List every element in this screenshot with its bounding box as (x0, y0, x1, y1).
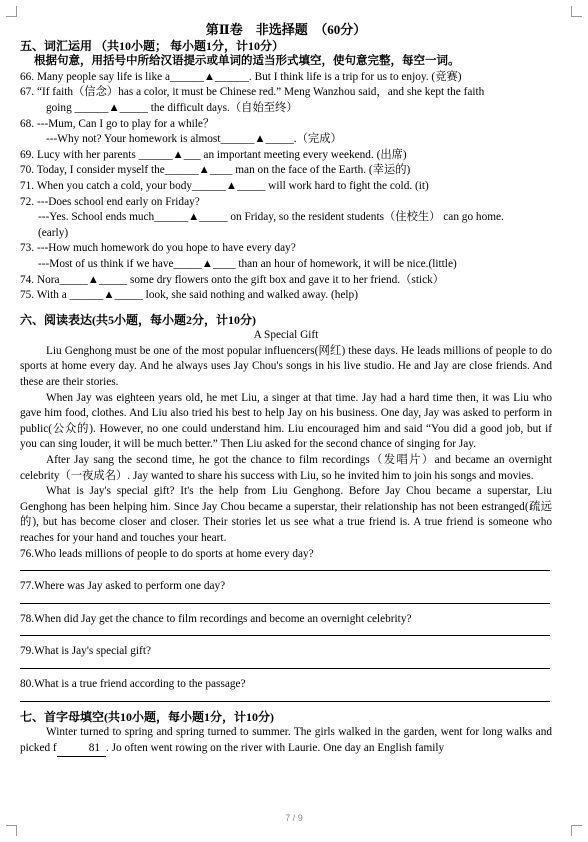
question-73-reply: ---Most of us think if we have_____▲____ than an hour of homework, it will be nice.(little) (38, 257, 457, 270)
question-72-hint: (early) (38, 226, 69, 239)
answer-line-79[interactable] (20, 660, 550, 669)
question-73: 73. ---How much homework do you hope to have every day? (20, 242, 296, 255)
question-70: 70. Today, I consider myself the______▲____ man on the face of the Earth. (幸运的) (20, 164, 411, 177)
passage-paragraph-2: When Jay was eighteen years old, he met Liu, a singer at that time. Jay had a hard time then, it was Liu who gave him food, clothes. And Liu also tried his best to help Jay on his business. One day, Jay was asked to perform in public(公众的). However, no one could understand him. Liu encouraged him and said “You did a good job, but if you can sing louder, it will be much better.” Then Liu asked for the second chance of singing for Jay. (20, 391, 552, 451)
question-68: 68. ---Mum, Can I go to play for a while？ (20, 117, 215, 130)
answer-line-80[interactable] (20, 693, 550, 702)
question-76: 76.Who leads millions of people to do sports at home every day? (20, 547, 314, 560)
question-75: 75. With a ______▲_____ look, she said nothing and walked away. (help) (20, 289, 358, 302)
crop-mark (571, 6, 582, 17)
question-71: 71. When you catch a cold, your body______▲_____ will work hard to fight the cold. (it) (20, 179, 429, 192)
crop-mark (6, 825, 17, 836)
section6-heading: 六、阅读表达(共5小题，每小题2分，计10分) (20, 312, 256, 327)
section2-title: 第Ⅱ卷 非选择题 （60分） (205, 22, 367, 37)
section5-instruction: 根据句意，用括号中所给汉语提示或单词的适当形式填空，使句意完整，每空一词。 (34, 55, 460, 68)
crop-mark (571, 825, 582, 836)
passage-paragraph-4: What is Jay's special gift? It's the help from Liu Genghong. Before Jay Chou became a superstar, Liu Genghong has been helping him. Since Jay Chou became a superstar, their relationship has not been estranged(疏远的), but has become closer and closer. Their stories let us see what a true friend is. A true friend is someone who reaches for your hand and touches your heart. (20, 485, 552, 544)
question-72: 72. ---Does school end early on Friday? (20, 195, 200, 208)
section7-heading: 七、首字母填空(共10小题，每小题1分，计10分) (20, 709, 274, 724)
cloze-paragraph-1 (20, 725, 552, 757)
answer-line-77[interactable] (20, 595, 550, 604)
passage-title: A Special Gift (253, 329, 319, 342)
question-74: 74. Nora_____▲_____ some dry flowers onto the gift box and gave it to her friend.（stick） (20, 273, 445, 286)
question-68-reply: ---Why not? Your homework is almost______▲_____.（完成） (46, 133, 342, 146)
cloze-text-b: . Jo often went rowing on the river with Laurie. One day an English family (106, 741, 445, 754)
answer-line-76[interactable] (20, 562, 550, 571)
page-number: 7 / 9 (285, 813, 303, 823)
section5-heading: 五、词汇运用 （共10小题； 每小题1分，计10分） (20, 38, 285, 53)
question-72-reply: ---Yes. School ends much______▲_____ on Friday, so the resident students（住校生） can go home. (38, 211, 504, 224)
question-79: 79.What is Jay's special gift? (20, 645, 151, 658)
crop-mark (6, 6, 17, 17)
passage-paragraph-3: After Jay sang the second time, he got the chance to film recordings（发唱片）and became an overnight celebrity（一夜成名）. Jay wanted to share his success with Liu, so he invited him to join his songs and movies. (20, 454, 552, 482)
question-77: 77.Where was Jay asked to perform one day? (20, 580, 226, 593)
question-67-cont: going ______▲_____ the difficult days.（自始至终） (46, 101, 298, 114)
question-69: 69. Lucy with her parents ______▲___ an important meeting every weekend. (出席) (20, 148, 407, 161)
question-66: 66. Many people say life is like a______▲______. But I think life is a trip for us to enjoy. (竞赛) (20, 70, 462, 83)
blank-81[interactable]: 81 (57, 741, 106, 758)
question-67: 67. “If faith（信念）has a color, it must be Chinese red.” Meng Wanzhou said，and she kept the faith (20, 86, 485, 99)
question-80: 80.What is a true friend according to the passage? (20, 677, 246, 690)
cloze-text-a: Winter turned to spring and spring turned to summer. The girls walked in the garden, went for long walks and picked f (20, 726, 552, 754)
question-78: 78.When did Jay get the chance to film recordings and become an overnight celebrity? (20, 612, 412, 625)
page-content (20, 22, 552, 757)
answer-line-78[interactable] (20, 627, 550, 636)
passage-paragraph-1: Liu Genghong must be one of the most popular influencers(网红) these days. He leads millions of people to do sports at home every day. And he always uses Jay Chou's songs in his live studio. He and Jay are close friends. And these are their stories. (20, 344, 552, 389)
